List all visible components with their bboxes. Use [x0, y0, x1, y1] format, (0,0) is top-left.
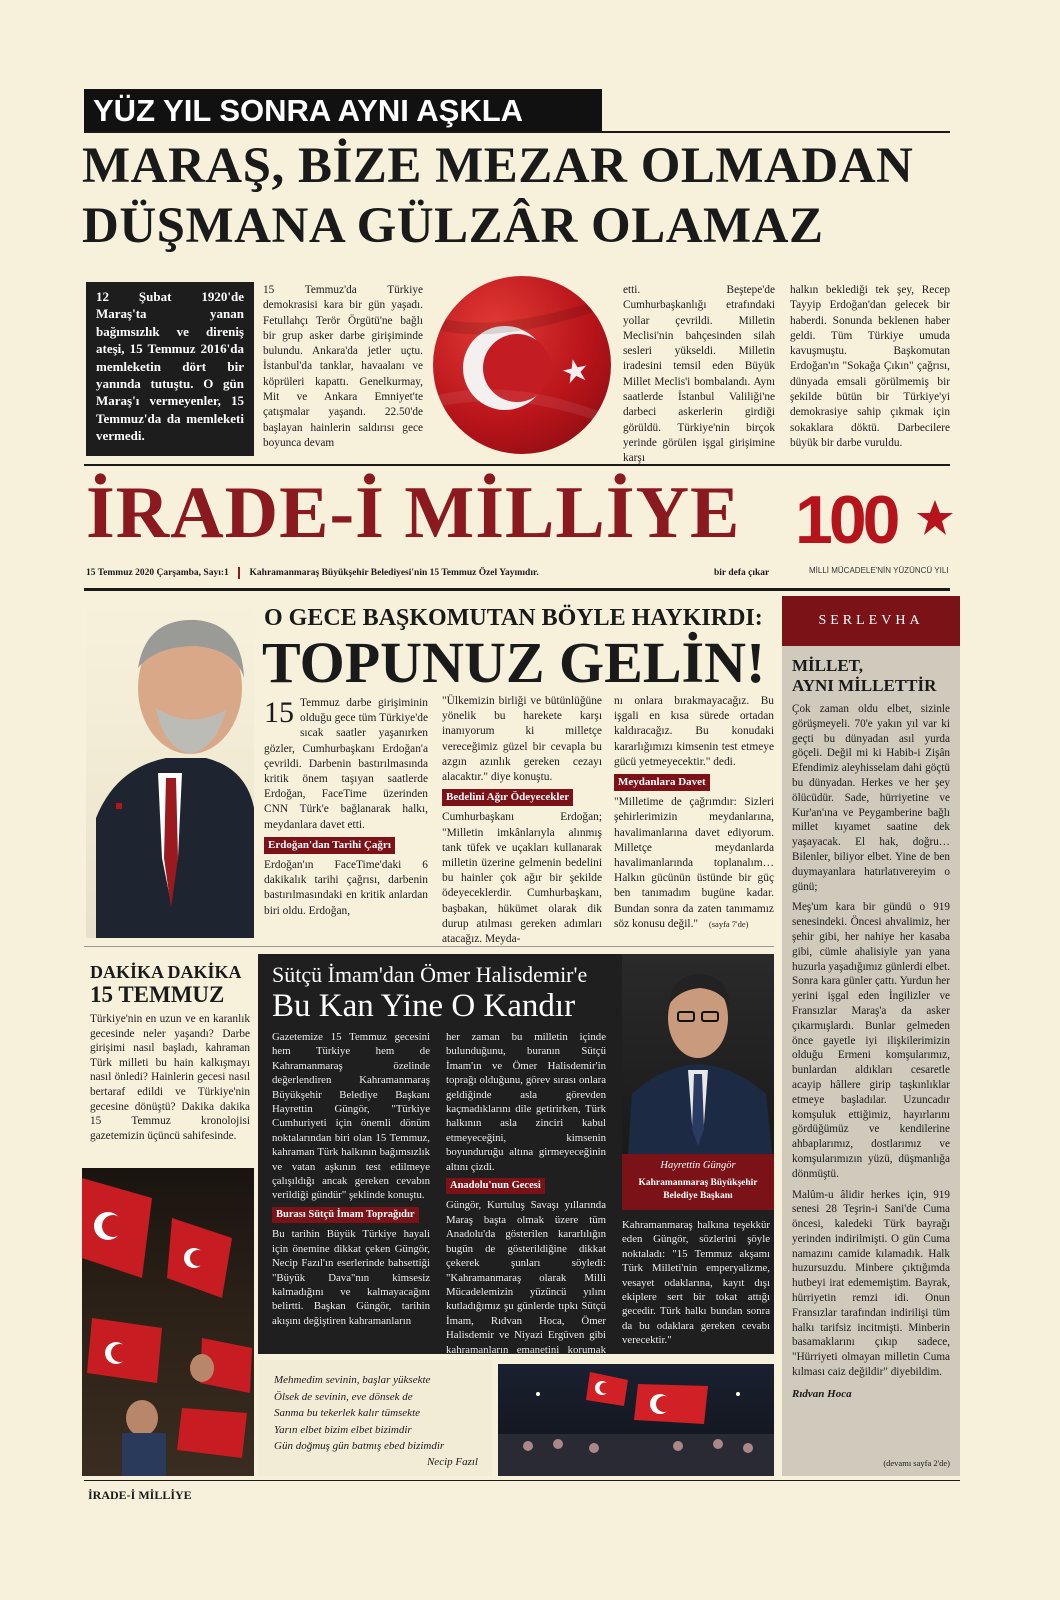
- main-dropcap: 15: [264, 696, 294, 729]
- turkish-flag-image: [433, 276, 611, 454]
- masthead-title: İRADE-İ MİLLİYE: [86, 472, 741, 554]
- top-column-3: [790, 283, 950, 451]
- subhead-meydanlara: Meydanlara Davet: [614, 774, 710, 791]
- portrait-illustration: [86, 598, 254, 938]
- poem-author: Necip Fazıl: [426, 1456, 478, 1468]
- poem-lines: [258, 1360, 492, 1455]
- dateline-divider: [238, 567, 240, 579]
- poem-line-4: Yarın elbet bizim elbet bizimdir: [274, 1423, 412, 1436]
- kicker-banner: [84, 89, 602, 133]
- top-column-3-text: halkın beklediği tek şey, Recep Tayyip Erdoğan'dan gelecek bir haberdi. Sonunda beklenen haber geldi. Tüm Türkiye umuda kavuşmuştu. Başkomutan Erdoğan'ın "Sokağa Çıkın" çağrısı, dünyada emsali görülmemiş bir şekilde bütün bir Türkiye'yi demokrasiye sahip çıkmak için sokaklara döktü. Darbecilere büyük bir darbe vuruldu.: [790, 284, 950, 449]
- sutcu-kicker: Sütçü İmam'dan Ömer Halisdemir'e: [272, 962, 588, 987]
- dakika-title: [90, 962, 250, 1008]
- poem-line-5: Gün doğmuş gün batmış ebed bizimdir: [274, 1440, 445, 1452]
- subhead-tarihi-cagri: Erdoğan'dan Tarihi Çağrı: [264, 837, 395, 854]
- caption-title-2: Belediye Başkanı: [663, 1191, 733, 1201]
- headline-line-2: DÜŞMANA GÜLZÂR OLAMAZ: [82, 198, 824, 254]
- masthead: [86, 470, 786, 556]
- main-column-1b-text: Erdoğan'ın FaceTime'daki 6 dakikalık tarihi çağrısı, darbenin bastırılmasındaki en kritik anlardan biri oldu. Erdoğan,: [264, 859, 428, 917]
- gungor-portrait: [622, 954, 774, 1154]
- top-column-2-text: etti. Beştepe'de Cumhurbaşkanlığı etrafındaki yollar çevrildi. Milletin Meclisi'nin bahçesinden silah sesleri yükseldi. Milletin iradesini temsil eden Büyük Millet Meclis'i bombalandı. Aynı saatlerde İstanbul Valiliği'ne darbeci askerlerin girdiği görüldü. Türkiye'nin birçok yerinde görülen işgal girişimine karşı: [623, 284, 775, 465]
- poem-box: [258, 1360, 492, 1476]
- dateline: 15 Temmuz 2020 Çarşamba, Sayı:1: [86, 568, 229, 578]
- bottom-rule: [84, 1480, 960, 1481]
- dakika-title-2: 15 TEMMUZ: [90, 982, 225, 1007]
- subhead-anadolu: Anadolu'nun Gecesi: [446, 1178, 545, 1194]
- main-column-3b-text: "Milletime de çağrımdır: Sizleri şehirlerimizin meydanlarına, havalimanlarına davet ediyorum. Milletçe meydanlarda havalimanlarında toplanalım… Halkın gücünün üstünde bir güç ben tanımadım bugüne kadar. Bundan sonra da zaten tanımamız söz konusu değil.": [614, 796, 774, 930]
- serlevha-page-ref: (devamı sayfa 2'de): [883, 1458, 950, 1468]
- serlevha-label: [782, 596, 960, 646]
- serlevha-body: [782, 696, 960, 1380]
- poem-line-1: Mehmedim sevinin, başlar yüksekte: [274, 1374, 431, 1386]
- serlevha-paragraph-3: Malûm-u âlidir herkes için, 919 senesi 28 Teşrin-i Sani'de Cuma öncesi, kaledeki Türk bayrağı yerinden indirilmişti. O gün Cuma namazını camide kılamadık. Halk huzursuzdu. Minbere çıktığımda hutbeyi irat edememiştim. Bayrak, hürriyetin remzi idi. Onun Fransızlar tarafından indirilişi tüm halkı tarifsiz incitmişti. Minberin basamaklarını çıkıp sadece, "Hürriyeti olmayan milletin Cuma kılması caiz değildir" diyebildim.: [792, 1188, 950, 1379]
- main-column-2b-text: Cumhurbaşkanı Erdoğan; "Milletin imkânlarıyla alınmış tank tüfek ve uçakları kullanarak milletin üzerine gelmenin bedelini bu hainler çok ağır bir şekilde ödeyeceklerdir. Cumhurbaşkanı, başbakan, hükümet olarak dik durup atılması gereken adımları atacağız. Meyda-: [442, 811, 602, 946]
- logo-star-icon: [915, 498, 955, 538]
- dakika-title-1: DAKİKA DAKİKA: [90, 962, 242, 982]
- main-column-1: [264, 696, 428, 919]
- crowd-flags-illustration: [82, 1168, 254, 1476]
- sutcu-column-1a-text: Gazetemize 15 Temmuz gecesini hem Türkiye hem de Kahramanmaraş özelinde değerlendiren Kahramanmaraş Büyükşehir Belediye Başkanı Hayrettin Güngör, "Türkiye Cumhuriyeti için önemli dönüm noktalarından biri olan 15 Temmuz, kahraman Türk halkının bağımsızlık ve vatan aşkının test edilmeye çalışıldığı ancak gereken cevabın verildiği gündür" şeklinde konuştu.: [272, 1031, 430, 1202]
- sutcu-headline: Bu Kan Yine O Kandır: [272, 988, 576, 1024]
- dateline-bar: [86, 564, 786, 582]
- mid-rule: [84, 946, 774, 947]
- sutcu-column-3: Kahramanmaraş halkına teşekkür eden Güngör, sözlerini şöyle noktaladı: "15 Temmuz akşamı Türk Milleti'nin emperyalizme, vesayet odaklarına, kayıt dışı ekiplere sert bir tokat attığı gecedir. Türk halkı bundan sonra da bu odaklara gereken cevabı verecektir.": [622, 1219, 770, 1347]
- serlevha-paragraph-1: Çok zaman oldu elbet, sizinle görüşmeyeli. 70'e yakın yıl var ki geçti bu dünyadan asıl yurda göçeli. Değil mi ki Habib-i Zişân Efendimiz aleyhisselam dahi göçtü bu dünyadan. Herkes ve her şey ölücüdür. Sade, hürriyetine ve Kur'an'ına ve Peygamberine bağlı millet kıyamet saatine dek yaşayacak. El hak, doğru…Bilenler, biliyor elbet. Yine de ben duymayanlara hatırlatıvereyim o günü;: [792, 703, 950, 893]
- footer-title: İRADE-İ MİLLİYE: [88, 1488, 192, 1502]
- night-rally-illustration: [498, 1364, 774, 1476]
- serlevha-paragraph-2: Meş'um kara bir gündü o 919 senesindeki. Öncesi ahvalimiz, her şehir gibi, her nahiye her kasaba gibi, cümle ahalisiyle yan yana huzurla yaşadığımız günlerdi elbet. Sonra kara günler çattı. Yurdun her yerini işgal eden İngilizler ve Fransızlar Maraş'a da asker çıkarmışlardı. Bunlar gelmeden önce gayetle iyi ilişkilerimizin olduğu Ermeni komşularımız, bunlardan aldıkları cesaretle acayip hâllere girip taşkınlıklar etmeye başladılar. Uzuncadır komşuluk ettiğimiz, hayırlarını gördüğümüz ve kendilerine ahbaplarımız, dostlarımız ve komşularımızın yüzü, düşmanlığa dönmüştü.: [792, 901, 950, 1180]
- publisher-note: Kahramanmaraş Büyükşehir Belediyesi'nin 15 Temmuz Özel Yayınıdır.: [249, 568, 539, 578]
- main-column-3a-text: nı onlara bırakmayacağız. Bu işgali en kısa sürede ortadan kaldıracağız. Bu konudaki kararlığımızı kimsenin test etmeye gücü yetmeyecektir." dedi.: [614, 695, 774, 768]
- frequency-note: bir defa çıkar: [714, 568, 770, 578]
- kicker-rule: [84, 131, 950, 133]
- upper-rule: [84, 464, 950, 466]
- intro-text: 12 Şubat 1920'de Maraş'ta yanan bağımsızlık ve direniş ateşi, 15 Temmuz 2016'da memleketin dört bir yanında tutuştu. O gün Maraş'ı vermeyenler, 15 Temmuz'da da memleketi vermedi.: [96, 289, 244, 444]
- main-column-1a-text: Temmuz darbe girişiminin olduğu gece tüm Türkiye'de sıcak saatler yaşanırken gözler, Cumhurbaşkanı Erdoğan'a çevrildi. Darbenin bastırılmasında kritik önem taşıyan saatlerde Erdoğan, FaceTime üzerinden CNN Türk'e bağlanarak halkı, meydanlara davet etti.: [264, 697, 428, 831]
- erdogan-portrait: [86, 598, 254, 938]
- sutcu-column-2b-text: Güngör, Kurtuluş Savaşı yıllarında Maraş başta olmak üzere tüm Anadolu'da gösterilen kararlılığın bugün de gösterildiğine dikkat çekerek şunları söyledi: "Kahramanmaraş olarak Milli Mücadelemizin yüzüncü yılını kutladığımız şu günlerde tıpkı Sütçü İmam, Rıdvan Hoca, Ömer Halisdemir ve Niyazi Ergüven gibi kahramanların emanetini korumak: [446, 1199, 606, 1356]
- intro-box: [86, 282, 254, 456]
- crescent-star-icon: [433, 276, 611, 454]
- main-headline: TOPUNUZ GELİN!: [262, 630, 766, 695]
- kicker-text: YÜZ YIL SONRA AYNI AŞKLA: [93, 93, 524, 128]
- main-column-2a-text: "Ülkemizin birliği ve bütünlüğüne yönelik bu harekete karşı inanıyorum ki milletçe vereceğimiz güzel bir cevapla bu azgın azınlık gereken cezayı alacaktır." diye konuştu.: [442, 695, 602, 784]
- caption-title-1: Kahramanmaraş Büyükşehir: [638, 1178, 758, 1188]
- serlevha-column: [782, 596, 960, 1476]
- top-column-1: [263, 283, 423, 451]
- caption-name: Hayrettin Güngör: [660, 1160, 736, 1171]
- sutcu-column-2a-text: her zaman bu milletin içinde bulunduğunu, buranın Sütçü İmam'ın ve Ömer Halisdemir'in toprağı olduğunu, görev sırası onlara geldiğinde asla görevden kaçmadıklarını dile getirirken, Türk halkının asla zinciri kabul etmeyeceğini, kimsenin boyunduruğu altına girmeyeceğinin altını çizdi.: [446, 1031, 606, 1173]
- top-column-2: [623, 283, 775, 467]
- serlevha-title-2: AYNI MİLLETTİR: [792, 676, 937, 695]
- poem-line-3: Sanma bu tekerlek kalır tümsekte: [274, 1407, 421, 1419]
- centennial-logo: [795, 482, 960, 580]
- masthead-rule: [84, 588, 950, 591]
- serlevha-title-1: MİLLET,: [792, 656, 864, 675]
- headline-line-1: MARAŞ, BİZE MEZAR OLMADAN: [82, 138, 914, 194]
- crowd-flag-photo: [82, 1168, 254, 1476]
- dakika-text: Türkiye'nin en uzun ve en karanlık gecesinde neler yaşandı? Darbe girişimi nasıl başladı, kahraman Türk milleti bu hain kalkışmayı nasıl önledi? Hainlerin gecesi nasıl bertaraf edildi ve Türkiye'nin gecesine dönüştü? Dakika dakika 15 Temmuz kronolojisi gazetemizin üçüncü sahifesinde.: [90, 1013, 250, 1142]
- serlevha-author: Rıdvan Hoca: [792, 1387, 852, 1400]
- subhead-bedelini: Bedelini Ağır Ödeyecekler: [442, 789, 573, 806]
- sutcu-column-2: [446, 1030, 606, 1371]
- poem-line-2: Ölsek de sevinin, eve dönsek de: [274, 1390, 413, 1403]
- logo-caption: MİLLİ MÜCADELE'NİN YÜZÜNCÜ YILI: [809, 566, 949, 575]
- main-kicker: O GECE BAŞKOMUTAN BÖYLE HAYKIRDI:: [264, 605, 763, 631]
- gungor-illustration: [622, 954, 774, 1154]
- main-column-3: [614, 694, 774, 932]
- main-page-ref: (sayfa 7'de): [708, 918, 749, 929]
- sutcu-column-1: [272, 1030, 430, 1328]
- logo-number: 100: [795, 482, 897, 558]
- top-column-1-text: 15 Temmuz'da Türkiye demokrasisi kara bir gün yaşadı. Fetullahçı Terör Örgütü'ne bağlı bir grup asker darbe girişiminde bulundu. Ankara'da jetler uçtu. İstanbul'da tanklar, havaalanı ve köprüleri kapattı. Genelkurmay, Mit ve Ankara Emniyet'te çatışmalar yaşandı. 22.50'de başlayan hainlerin saldırısı gece boyunca devam: [263, 284, 423, 449]
- serlevha-label-text: SERLEVHA: [818, 613, 924, 628]
- gungor-caption: [622, 1154, 774, 1210]
- sutcu-column-1b-text: Bu tarihin Büyük Türkiye hayali için önemine dikkat çeken Güngör, Necip Fazıl'ın eserlerinde bahsettiği "Büyük Dava"nın kimsesiz kalmadığını ve kalmayacağını belirtti. Başkan Güngör, tarihin akışını değiştiren kahramanların: [272, 1228, 430, 1327]
- serlevha-title: [782, 646, 960, 696]
- main-column-2: [442, 694, 602, 947]
- night-rally-photo: [498, 1364, 774, 1476]
- subhead-sutcu-imam: Burası Sütçü İmam Toprağıdır: [272, 1207, 419, 1223]
- top-headline: [82, 136, 962, 256]
